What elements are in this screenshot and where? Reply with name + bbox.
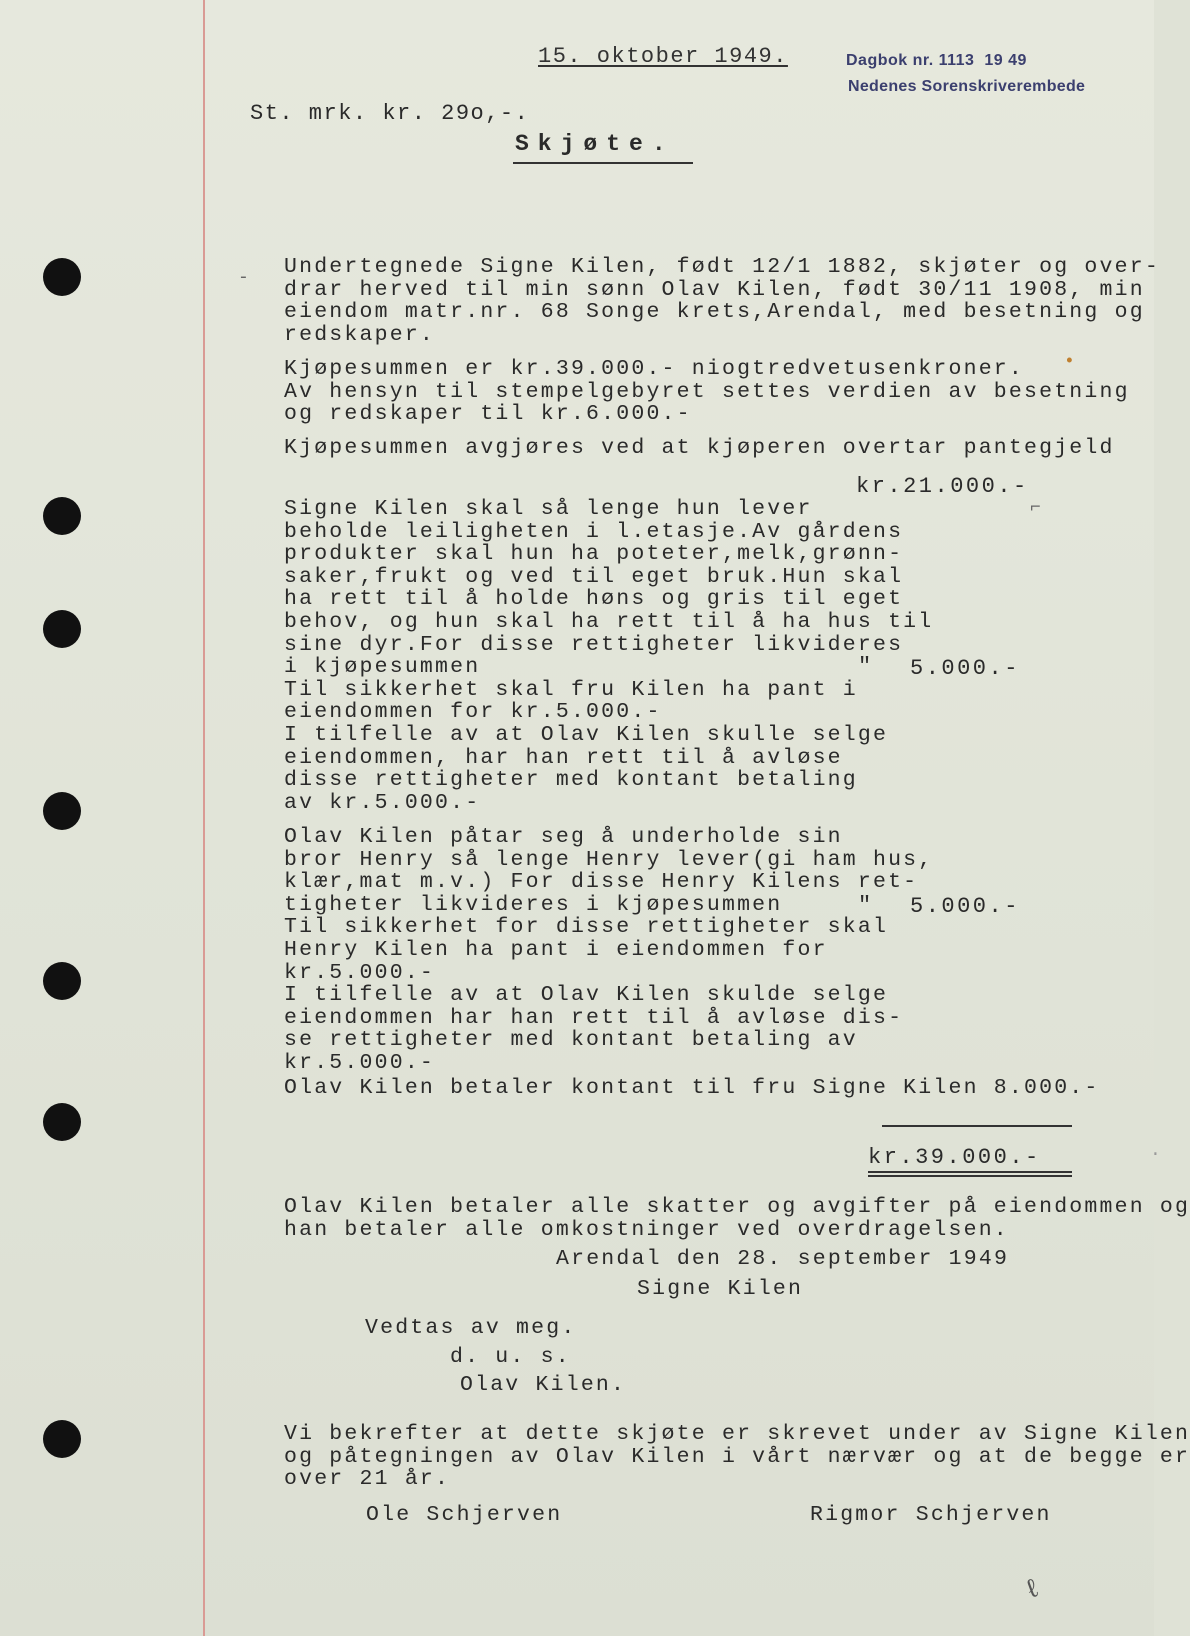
sum-rule: [882, 1125, 1072, 1127]
text-line: og redskaper til kr.6.000.-: [284, 402, 692, 427]
signe-rights-paragraph: [284, 498, 933, 814]
total-double-rule: [868, 1175, 1072, 1177]
text-line: Vi bekrefter at dette skjøte er skrevet under av Signe Kilen: [284, 1422, 1190, 1446]
total-amount: kr.39.000.-: [868, 1145, 1041, 1170]
stamp-fee: St. mrk. kr. 29o,-.: [250, 101, 530, 126]
text-line: saker,frukt og ved til eget bruk.Hun skal: [284, 564, 904, 589]
text-line: sine dyr.For disse rettigheter likvideres: [284, 632, 904, 657]
henry-rights-paragraph: [284, 826, 933, 1075]
handwritten-initial-mark: ℓ: [1020, 1573, 1046, 1607]
document-title: Skjøte.: [515, 131, 675, 157]
acceptance-line: Vedtas av meg.: [365, 1316, 577, 1340]
text-line: kr.5.000.-: [284, 1050, 436, 1075]
title-underline: [513, 162, 693, 164]
amount-henry: 5.000.-: [910, 894, 1020, 919]
amount-mortgage: kr.21.000.-: [856, 474, 1029, 499]
margin-line: [203, 0, 205, 1636]
text-line: behov, og hun skal ha rett til å ha hus til: [284, 609, 934, 634]
witness-signature-1: Ole Schjerven: [366, 1503, 563, 1527]
text-line: Olav Kilen påtar seg å underholde sin: [284, 825, 843, 849]
text-line: ha rett til å holde høns og gris til eget: [284, 587, 904, 612]
text-line: tigheter likvideres i kjøpesummen: [284, 892, 783, 917]
text-line: og påtegningen av Olav Kilen i vårt nærvær og at de begge er: [284, 1444, 1190, 1469]
text-line: av kr.5.000.-: [284, 790, 481, 815]
text-line: produkter skal hun ha poteter,melk,grønn-: [284, 542, 904, 567]
buyer-signature: Olav Kilen.: [460, 1373, 627, 1397]
text-line: kr.5.000.-: [284, 960, 436, 985]
text-line: eiendommen for kr.5.000.-: [284, 700, 662, 725]
text-line: Signe Kilen skal så lenge hun lever: [284, 497, 813, 521]
text-line: han betaler alle omkostninger ved overdragelsen.: [284, 1217, 1009, 1242]
text-line: Henry Kilen ha pant i eiendommen for: [284, 937, 828, 962]
text-line: eiendom matr.nr. 68 Songe krets,Arendal, med besetning og: [284, 300, 1145, 325]
text-line: redskaper.: [284, 322, 436, 347]
settlement-line: [284, 437, 1115, 460]
intro-paragraph: [284, 256, 1160, 346]
cash-line: [284, 1077, 1100, 1100]
price-paragraph: [284, 358, 1130, 426]
punch-hole: [43, 962, 81, 1000]
text-line: Undertegnede Signe Kilen, født 12/1 1882, skjøter og over-: [284, 255, 1160, 279]
total-double-rule: [868, 1171, 1072, 1173]
text-line: bror Henry så lenge Henry lever(gi ham hus,: [284, 847, 934, 872]
punch-hole: [43, 1420, 81, 1458]
punch-hole: [43, 1103, 81, 1141]
text-line: over 21 år.: [284, 1467, 451, 1492]
seller-signature: Signe Kilen: [637, 1277, 804, 1301]
stray-mark: •: [1064, 352, 1075, 372]
punch-hole: [43, 258, 81, 296]
punch-hole: [43, 610, 81, 648]
text-line: drar herved til min sønn Olav Kilen, født 30/11 1908, min: [284, 277, 1145, 302]
punch-hole: [43, 497, 81, 535]
text-line: Olav Kilen betaler alle skatter og avgifter på eiendommen og: [284, 1195, 1190, 1219]
text-line: Til sikkerhet skal fru Kilen ha pant i: [284, 677, 858, 702]
text-line: eiendommen, har han rett til å avløse: [284, 745, 843, 770]
document-date: 15. oktober 1949.: [538, 44, 788, 69]
place-date: Arendal den 28. september 1949: [556, 1247, 1010, 1271]
text-line: Til sikkerhet for disse rettigheter skal: [284, 915, 889, 940]
text-line: I tilfelle av at Olav Kilen skulle selge: [284, 722, 889, 747]
text-line: Olav Kilen betaler kontant til fru Signe Kilen 8.000.-: [284, 1076, 1100, 1100]
ditto-mark: ": [858, 654, 872, 679]
stray-mark: -: [238, 268, 249, 288]
ditto-mark: ": [858, 893, 872, 918]
amount-signe: 5.000.-: [910, 656, 1020, 681]
text-line: I tilfelle av at Olav Kilen skulde selge: [284, 983, 889, 1008]
witness-signature-2: Rigmor Schjerven: [810, 1503, 1052, 1527]
punch-hole: [43, 792, 81, 830]
text-line: disse rettigheter med kontant betaling: [284, 768, 858, 793]
stray-mark: ·: [1150, 1145, 1161, 1165]
text-line: Av hensyn til stempelgebyret settes verdien av besetning: [284, 379, 1130, 404]
witness-statement: [284, 1423, 1190, 1491]
text-line: i kjøpesummen: [284, 655, 481, 680]
text-line: se rettigheter med kontant betaling av: [284, 1028, 858, 1053]
text-line: eiendommen har han rett til å avløse dis-: [284, 1005, 904, 1030]
stray-mark: ⌐: [1030, 498, 1041, 518]
acceptance-dus: d. u. s.: [450, 1345, 571, 1369]
text-line: klær,mat m.v.) For disse Henry Kilens ret-: [284, 870, 919, 895]
text-line: Kjøpesummen avgjøres ved at kjøperen overtar pantegjeld: [284, 436, 1115, 460]
text-line: Kjøpesummen er kr.39.000.- niogtredvetusenkroner.: [284, 357, 1025, 381]
journal-stamp: Dagbok nr. 1113 19 49: [846, 52, 1027, 69]
court-stamp: Nedenes Sorenskriverembede: [848, 78, 1086, 95]
text-line: beholde leiligheten i l.etasje.Av gårdens: [284, 519, 904, 544]
taxes-paragraph: [284, 1196, 1190, 1241]
